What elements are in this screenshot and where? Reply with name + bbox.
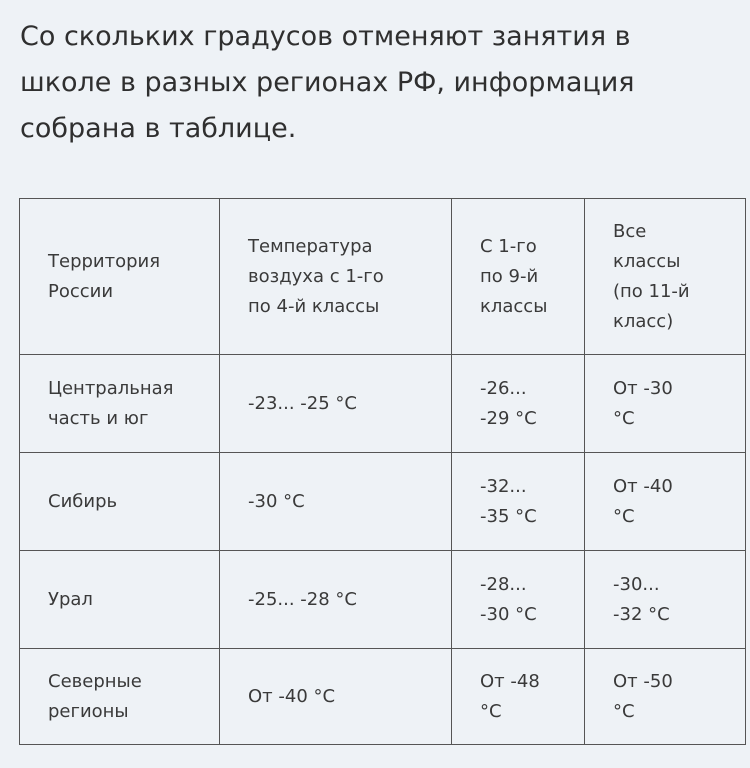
header-cell: Температура воздуха с 1-го по 4-й классы bbox=[220, 199, 452, 355]
table-cell: От -48 °С bbox=[452, 649, 585, 745]
table-cell: -23... -25 °С bbox=[220, 355, 452, 453]
table-cell: -28... -30 °С bbox=[452, 551, 585, 649]
table-row bbox=[20, 551, 746, 649]
header-cell: Все классы (по 11-й класс) bbox=[585, 199, 746, 355]
table-cell: Урал bbox=[20, 551, 220, 649]
table-header-row bbox=[20, 199, 746, 355]
table-cell: От -40 °С bbox=[585, 453, 746, 551]
table-cell: Сибирь bbox=[20, 453, 220, 551]
table-cell: -32... -35 °С bbox=[452, 453, 585, 551]
table-cell: Центральная часть и юг bbox=[20, 355, 220, 453]
table-cell: От -40 °С bbox=[220, 649, 452, 745]
table-row bbox=[20, 649, 746, 745]
table-cell: От -50 °С bbox=[585, 649, 746, 745]
table-row bbox=[20, 453, 746, 551]
table-cell: Северные регионы bbox=[20, 649, 220, 745]
intro-text: Со скольких градусов отменяют занятия в школе в разных регионах РФ, информация собрана в таблице. bbox=[20, 21, 635, 144]
table-cell: От -30 °С bbox=[585, 355, 746, 453]
table-cell: -30 °С bbox=[220, 453, 452, 551]
table-cell: -26... -29 °С bbox=[452, 355, 585, 453]
header-cell: С 1-го по 9-й классы bbox=[452, 199, 585, 355]
table-cell: -30... -32 °С bbox=[585, 551, 746, 649]
header-cell: Территория России bbox=[20, 199, 220, 355]
cold-cancellation-table bbox=[19, 198, 746, 745]
table-cell: -25... -28 °С bbox=[220, 551, 452, 649]
table-row bbox=[20, 355, 746, 453]
